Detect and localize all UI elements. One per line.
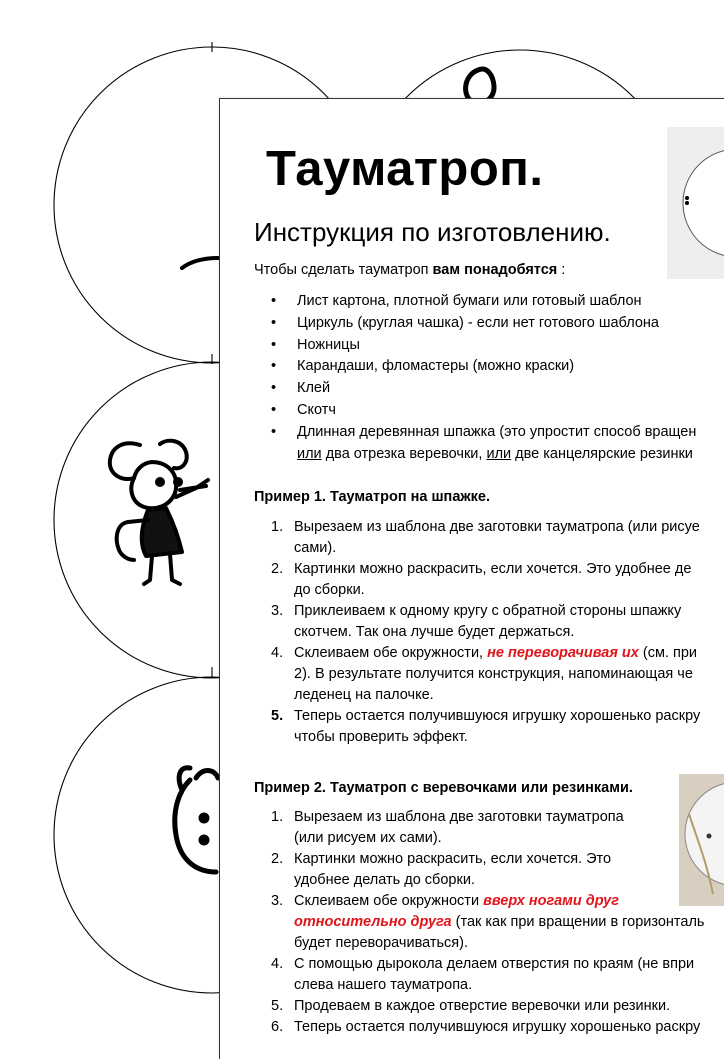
- step-item: 1. Вырезаем из шаблона две заготовки тауматропа (или рисуе сами).: [271, 519, 700, 556]
- step-item: 1. Вырезаем из шаблона две заготовки тауматропа (или рисуем их сами).: [271, 809, 624, 846]
- list-item: • Клей: [271, 380, 331, 397]
- list-item: • Ножницы: [271, 336, 360, 353]
- step-item: 3. Склеиваем обе окружности вверх ногами друг относительно друга (так как при вращении в горизонталь будет переворачиваться).: [271, 893, 705, 951]
- mouse-drawing-icon: [110, 441, 208, 584]
- step-item: 3. Приклеиваем к одному кругу с обратной стороны шпажку скотчем. Так она лучше будет держаться.: [271, 603, 682, 640]
- instruction-page: [219, 98, 724, 1059]
- materials-list: [271, 291, 696, 465]
- list-item: • Циркуль (круглая чашка) - если нет готового шаблона: [271, 314, 659, 331]
- thaumatrope-photo-icon: [667, 127, 724, 279]
- step-item: 4. Склеиваем обе окружности, не переворачивая их (см. при 2). В результате получится конструкция, напоминающая че леденец на палочке.: [271, 645, 698, 703]
- example1-heading: Пример 1. Тауматроп на шпажке.: [254, 489, 491, 505]
- step-item: 4. С помощью дырокола делаем отверстия по краям (не впри слева нашего тауматропа.: [271, 956, 695, 993]
- intro-text: Чтобы сделать тауматроп вам понадобятся :: [254, 262, 566, 278]
- example2-steps: [271, 807, 704, 1038]
- page-title: Тауматроп.: [266, 142, 544, 196]
- list-item: • Длинная деревянная шпажка (это упростит способ вращен или два отрезка веревочки, или две канцелярские резинки: [271, 423, 697, 462]
- step-item: 6. Теперь остается получившуюся игрушку хорошенько раскру: [271, 1019, 701, 1035]
- step-item: 2. Картинки можно раскрасить, если хочется. Это удобнее делать до сборки.: [271, 851, 612, 888]
- list-item: • Лист картона, плотной бумаги или готовый шаблон: [271, 293, 642, 309]
- list-item: • Карандаши, фломастеры (можно краски): [271, 358, 575, 375]
- step-item: 5. Продеваем в каждое отверстие веревочки или резинки.: [271, 998, 671, 1014]
- step-item: 2. Картинки можно раскрасить, если хочется. Это удобнее де до сборки.: [271, 561, 692, 598]
- example1-steps: [271, 517, 700, 748]
- list-item: • Скотч: [271, 401, 336, 418]
- page-subtitle: Инструкция по изготовлению.: [254, 217, 611, 247]
- animal-drawing-icon: [175, 768, 218, 872]
- example2-heading: Пример 2. Тауматроп с веревочками или резинками.: [254, 780, 633, 796]
- step-item: 5. Теперь остается получившуюся игрушку хорошенько раскру чтобы проверить эффект.: [271, 708, 701, 745]
